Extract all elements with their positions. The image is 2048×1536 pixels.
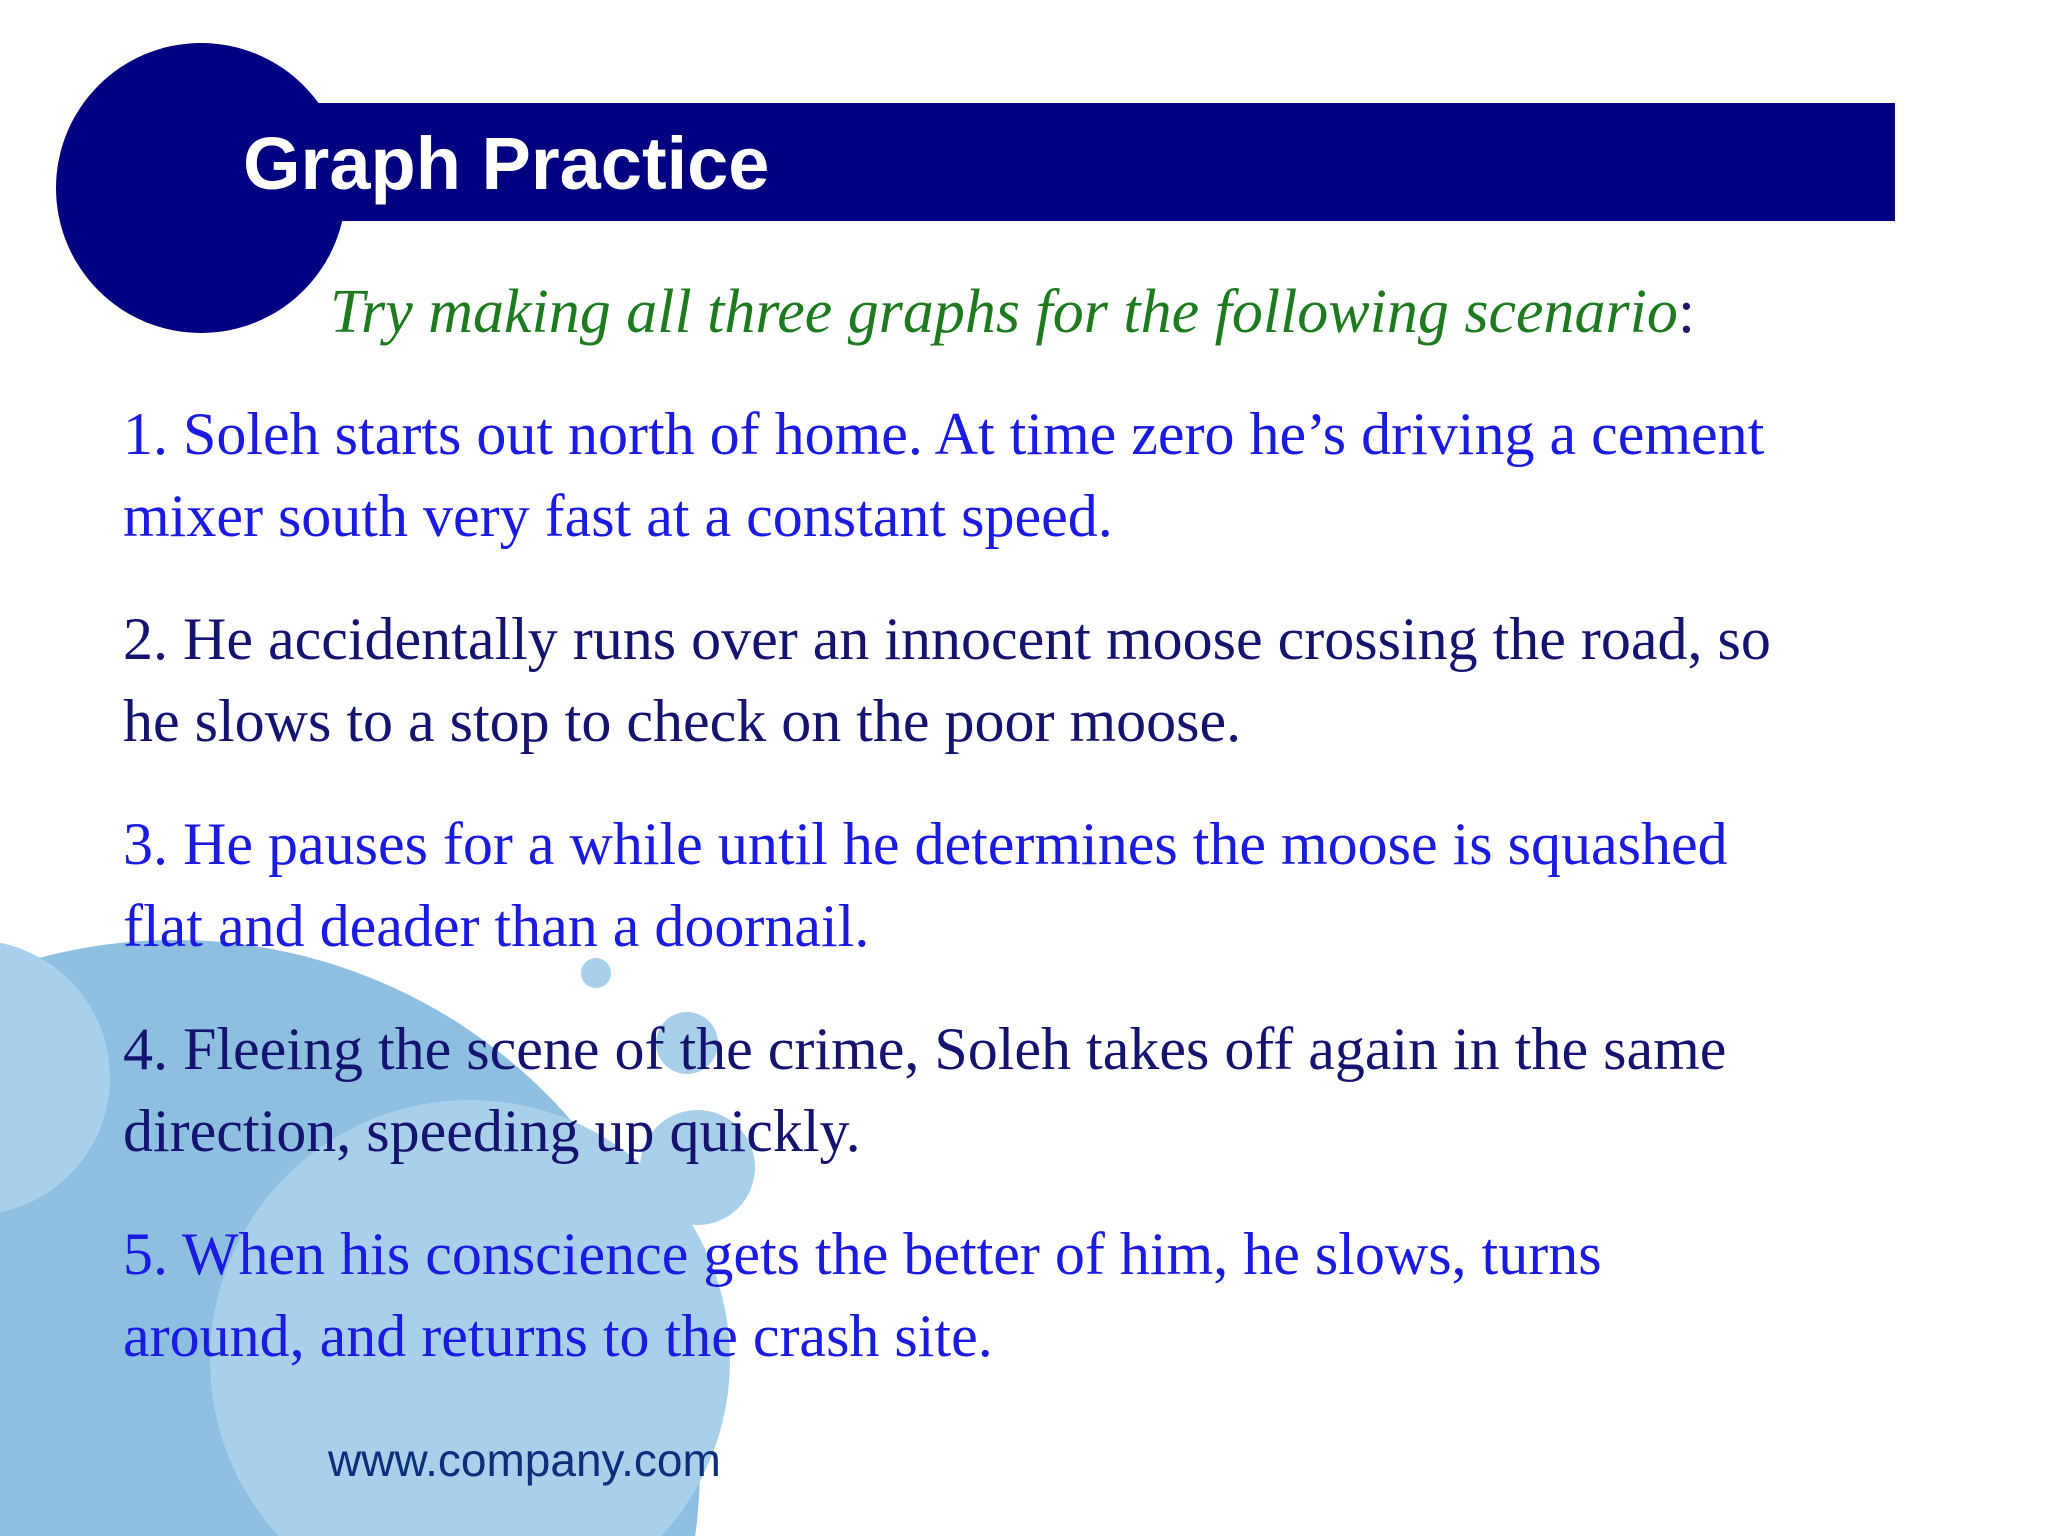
scenario-list [123,393,2023,1418]
scenario-item-1-line-2: mixer south very fast at a constant speed. [123,483,1113,549]
slide-title: Graph Practice [243,122,770,205]
scenario-item-3 [123,803,2023,967]
scenario-item-5-line-1: 5. When his conscience gets the better of him, he slows, turns [123,1221,1602,1287]
scenario-item-3-line-1: 3. He pauses for a while until he determines the moose is squashed [123,811,1728,877]
scenario-item-4-line-1: 4. Fleeing the scene of the crime, Soleh takes off again in the same [123,1016,1727,1082]
scenario-item-2-line-2: he slows to a stop to check on the poor moose. [123,688,1242,754]
scenario-item-5-line-2: around, and returns to the crash site. [123,1303,993,1369]
scenario-item-1 [123,393,2023,557]
subtitle-colon: : [1677,278,1696,346]
scenario-item-2-line-1: 2. He accidentally runs over an innocent moose crossing the road, so [123,606,1771,672]
slide-subtitle [330,268,1695,356]
scenario-item-5 [123,1213,2023,1377]
scenario-item-4 [123,1008,2023,1172]
scenario-item-3-line-2: flat and deader than a doornail. [123,893,870,959]
scenario-item-1-line-1: 1. Soleh starts out north of home. At time zero he’s driving a cement [123,401,1765,467]
scenario-item-2 [123,598,2023,762]
scenario-item-4-line-2: direction, speeding up quickly. [123,1098,861,1164]
subtitle-text: Try making all three graphs for the following scenario [330,278,1678,346]
footer-url: www.company.com [328,1434,721,1486]
